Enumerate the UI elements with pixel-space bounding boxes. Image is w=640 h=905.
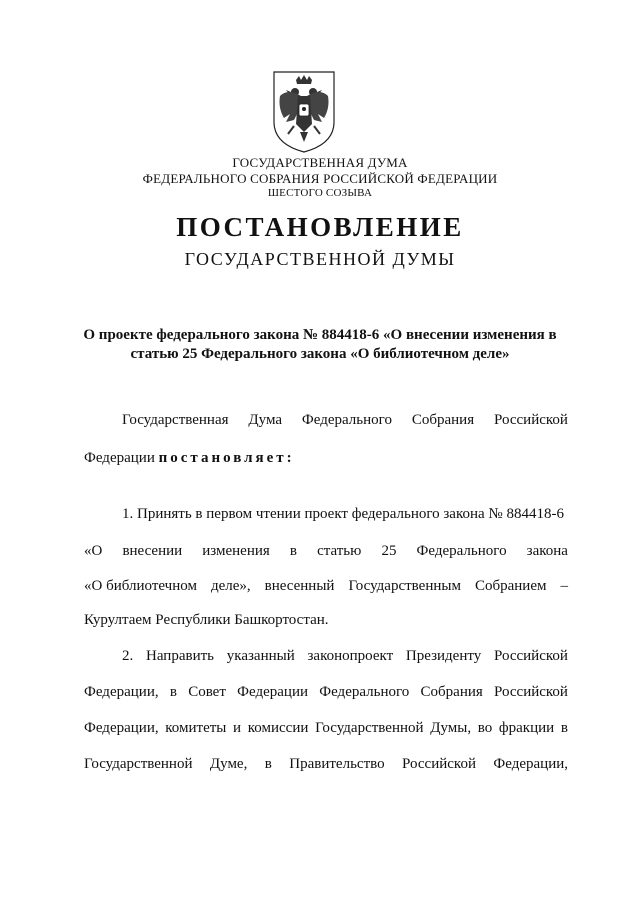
org-line-convocation: ШЕСТОГО СОЗЫВА: [267, 187, 373, 199]
intro-line-2: Федерации постановляет:: [84, 450, 295, 466]
document-title: ПОСТАНОВЛЕНИЕ: [176, 212, 464, 242]
paragraph-2-line-1: 2. Направить указанный законопроект Президенту Российской: [122, 648, 568, 664]
resolution-verb: постановляет:: [158, 450, 295, 466]
org-line-federal-assembly: ФЕДЕРАЛЬНОГО СОБРАНИЯ РОССИЙСКОЙ ФЕДЕРАЦИИ: [142, 171, 498, 186]
paragraph-1-line-3: «О библиотечном деле», внесенный Государственным Собранием –: [84, 578, 568, 594]
subject-line-2: статью 25 Федерального закона «О библиотечном деле»: [130, 346, 510, 362]
paragraph-1-line-2: «О внесении изменения в статью 25 Федерального закона: [84, 543, 568, 559]
paragraph-1-line-4: Курултаем Республики Башкортостан.: [84, 612, 329, 628]
document-subtitle: ГОСУДАРСТВЕННОЙ ДУМЫ: [184, 249, 456, 269]
paragraph-2-line-4: Государственной Думе, в Правительство Российской Федерации,: [84, 756, 568, 772]
org-line-state-duma: ГОСУДАРСТВЕННАЯ ДУМА: [232, 155, 408, 170]
paragraph-2-line-2: Федерации, в Совет Федерации Федерального Собрания Российской: [84, 684, 568, 700]
subject-line-1: О проекте федерального закона № 884418-6 «О внесении изменения в: [83, 327, 557, 343]
intro-line-1: Государственная Дума Федерального Собрания Российской: [122, 412, 568, 428]
paragraph-1-line-1: 1. Принять в первом чтении проект федерального закона № 884418-6: [122, 506, 564, 522]
document-subject: [70, 326, 570, 364]
russian-coat-of-arms-icon: [268, 68, 340, 154]
paragraph-2-line-3: Федерации, комитеты и комиссии Государственной Думы, во фракции в: [84, 720, 568, 736]
